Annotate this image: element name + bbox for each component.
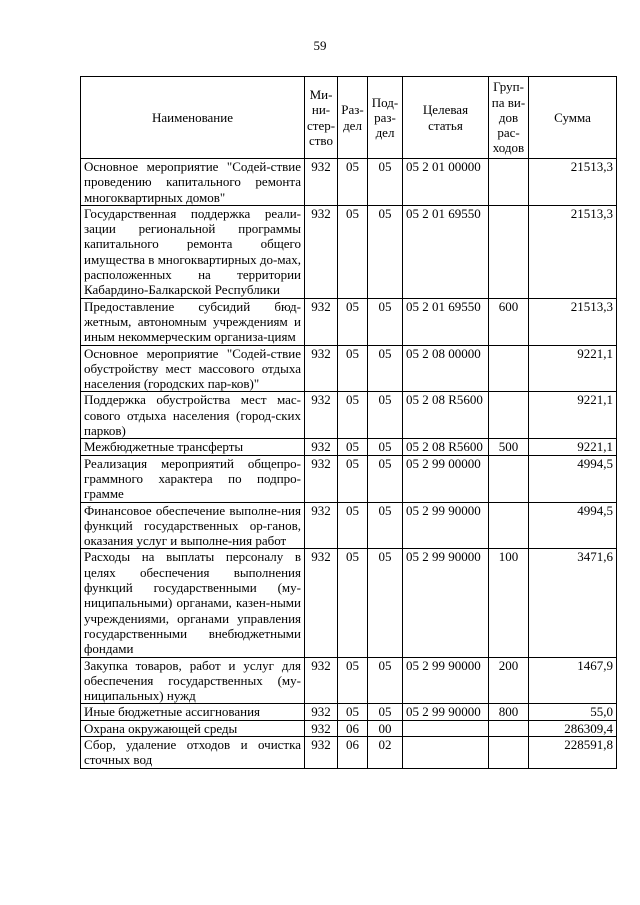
header-article: Целевая статья bbox=[403, 77, 489, 159]
cell-sum: 4994,5 bbox=[529, 502, 617, 549]
cell-section: 05 bbox=[338, 439, 368, 455]
cell-name: Охрана окружающей среды bbox=[81, 720, 305, 736]
cell-article: 05 2 99 90000 bbox=[403, 657, 489, 704]
cell-article: 05 2 08 00000 bbox=[403, 345, 489, 392]
table-body bbox=[81, 159, 617, 769]
cell-sum: 228591,8 bbox=[529, 736, 617, 768]
cell-subsection: 05 bbox=[368, 657, 403, 704]
cell-sum: 9221,1 bbox=[529, 439, 617, 455]
cell-ministry: 932 bbox=[305, 720, 338, 736]
table-row bbox=[81, 704, 617, 720]
table-header-row bbox=[81, 77, 617, 159]
cell-sum: 55,0 bbox=[529, 704, 617, 720]
table-row bbox=[81, 298, 617, 345]
cell-article: 05 2 01 69550 bbox=[403, 205, 489, 298]
cell-ministry: 932 bbox=[305, 298, 338, 345]
cell-subsection: 00 bbox=[368, 720, 403, 736]
cell-ministry: 932 bbox=[305, 736, 338, 768]
table-row bbox=[81, 720, 617, 736]
cell-section: 05 bbox=[338, 345, 368, 392]
cell-group bbox=[489, 205, 529, 298]
cell-section: 05 bbox=[338, 704, 368, 720]
cell-group bbox=[489, 345, 529, 392]
cell-ministry: 932 bbox=[305, 704, 338, 720]
cell-article: 05 2 99 90000 bbox=[403, 502, 489, 549]
cell-name: Иные бюджетные ассигнования bbox=[81, 704, 305, 720]
cell-sum: 21513,3 bbox=[529, 205, 617, 298]
cell-subsection: 05 bbox=[368, 345, 403, 392]
cell-ministry: 932 bbox=[305, 205, 338, 298]
cell-section: 05 bbox=[338, 392, 368, 439]
cell-article: 05 2 99 00000 bbox=[403, 455, 489, 502]
cell-subsection: 05 bbox=[368, 549, 403, 657]
cell-group: 100 bbox=[489, 549, 529, 657]
cell-section: 05 bbox=[338, 298, 368, 345]
cell-group bbox=[489, 392, 529, 439]
cell-ministry: 932 bbox=[305, 502, 338, 549]
cell-group bbox=[489, 736, 529, 768]
cell-subsection: 05 bbox=[368, 159, 403, 206]
table-row bbox=[81, 392, 617, 439]
table-row bbox=[81, 502, 617, 549]
cell-ministry: 932 bbox=[305, 439, 338, 455]
cell-group: 200 bbox=[489, 657, 529, 704]
cell-sum: 21513,3 bbox=[529, 298, 617, 345]
header-sum: Сумма bbox=[529, 77, 617, 159]
table-row bbox=[81, 736, 617, 768]
cell-article: 05 2 01 00000 bbox=[403, 159, 489, 206]
cell-section: 05 bbox=[338, 159, 368, 206]
cell-name: Основное мероприятие "Содей-ствие обустройству мест массового отдыха населения (городских пар-ков)" bbox=[81, 345, 305, 392]
cell-sum: 4994,5 bbox=[529, 455, 617, 502]
cell-name: Межбюджетные трансферты bbox=[81, 439, 305, 455]
cell-sum: 3471,6 bbox=[529, 549, 617, 657]
cell-article bbox=[403, 720, 489, 736]
cell-ministry: 932 bbox=[305, 345, 338, 392]
cell-section: 05 bbox=[338, 657, 368, 704]
cell-article: 05 2 99 90000 bbox=[403, 549, 489, 657]
cell-group bbox=[489, 502, 529, 549]
page-number: 59 bbox=[313, 38, 327, 53]
cell-name: Поддержка обустройства мест мас-сового отдыха населения (город-ских парков) bbox=[81, 392, 305, 439]
table-row bbox=[81, 159, 617, 206]
header-group: Груп- па ви- дов рас- ходов bbox=[489, 77, 529, 159]
cell-subsection: 05 bbox=[368, 205, 403, 298]
table-row bbox=[81, 549, 617, 657]
cell-group: 600 bbox=[489, 298, 529, 345]
cell-article: 05 2 08 R5600 bbox=[403, 392, 489, 439]
table-row bbox=[81, 455, 617, 502]
table-row bbox=[81, 657, 617, 704]
cell-group bbox=[489, 720, 529, 736]
table-row bbox=[81, 345, 617, 392]
cell-subsection: 05 bbox=[368, 298, 403, 345]
cell-sum: 21513,3 bbox=[529, 159, 617, 206]
cell-group bbox=[489, 455, 529, 502]
cell-name: Государственная поддержка реали-зации региональной программы капитального ремонта общего имущества в многоквартирных до-мах, расположенных на территории Кабардино-Балкарской Республики bbox=[81, 205, 305, 298]
cell-article: 05 2 08 R5600 bbox=[403, 439, 489, 455]
cell-section: 05 bbox=[338, 205, 368, 298]
cell-ministry: 932 bbox=[305, 455, 338, 502]
cell-subsection: 05 bbox=[368, 392, 403, 439]
cell-sum: 1467,9 bbox=[529, 657, 617, 704]
cell-section: 06 bbox=[338, 720, 368, 736]
cell-section: 05 bbox=[338, 502, 368, 549]
cell-name: Предоставление субсидий бюд-жетным, автономным учреждениям и иным некоммерческим организа-циям bbox=[81, 298, 305, 345]
cell-group: 800 bbox=[489, 704, 529, 720]
cell-section: 06 bbox=[338, 736, 368, 768]
cell-sum: 286309,4 bbox=[529, 720, 617, 736]
header-name: Наименование bbox=[81, 77, 305, 159]
cell-name: Сбор, удаление отходов и очистка сточных вод bbox=[81, 736, 305, 768]
cell-ministry: 932 bbox=[305, 159, 338, 206]
cell-subsection: 05 bbox=[368, 502, 403, 549]
header-subsection: Под- раз- дел bbox=[368, 77, 403, 159]
cell-name: Расходы на выплаты персоналу в целях обеспечения выполнения функций государственными (му-ниципальными) органами, казен-ными учреждениями, органами управления государственными внебюджетными фондами bbox=[81, 549, 305, 657]
cell-article: 05 2 01 69550 bbox=[403, 298, 489, 345]
cell-subsection: 05 bbox=[368, 439, 403, 455]
table-row bbox=[81, 205, 617, 298]
cell-ministry: 932 bbox=[305, 392, 338, 439]
header-section: Раз- дел bbox=[338, 77, 368, 159]
cell-ministry: 932 bbox=[305, 549, 338, 657]
cell-subsection: 05 bbox=[368, 455, 403, 502]
budget-table bbox=[80, 76, 617, 769]
cell-group bbox=[489, 159, 529, 206]
table-row bbox=[81, 439, 617, 455]
cell-section: 05 bbox=[338, 549, 368, 657]
cell-name: Закупка товаров, работ и услуг для обеспечения государственных (му-ниципальных) нужд bbox=[81, 657, 305, 704]
cell-section: 05 bbox=[338, 455, 368, 502]
cell-sum: 9221,1 bbox=[529, 392, 617, 439]
cell-name: Реализация мероприятий общепро-граммного характера по подпро-грамме bbox=[81, 455, 305, 502]
cell-subsection: 05 bbox=[368, 704, 403, 720]
cell-article: 05 2 99 90000 bbox=[403, 704, 489, 720]
cell-group: 500 bbox=[489, 439, 529, 455]
cell-subsection: 02 bbox=[368, 736, 403, 768]
cell-sum: 9221,1 bbox=[529, 345, 617, 392]
cell-name: Финансовое обеспечение выполне-ния функций государственных ор-ганов, оказания услуг и выполне-ния работ bbox=[81, 502, 305, 549]
cell-ministry: 932 bbox=[305, 657, 338, 704]
cell-name: Основное мероприятие "Содей-ствие проведению капитального ремонта многоквартирных домов" bbox=[81, 159, 305, 206]
header-ministry: Ми- ни- стер- ство bbox=[305, 77, 338, 159]
cell-article bbox=[403, 736, 489, 768]
